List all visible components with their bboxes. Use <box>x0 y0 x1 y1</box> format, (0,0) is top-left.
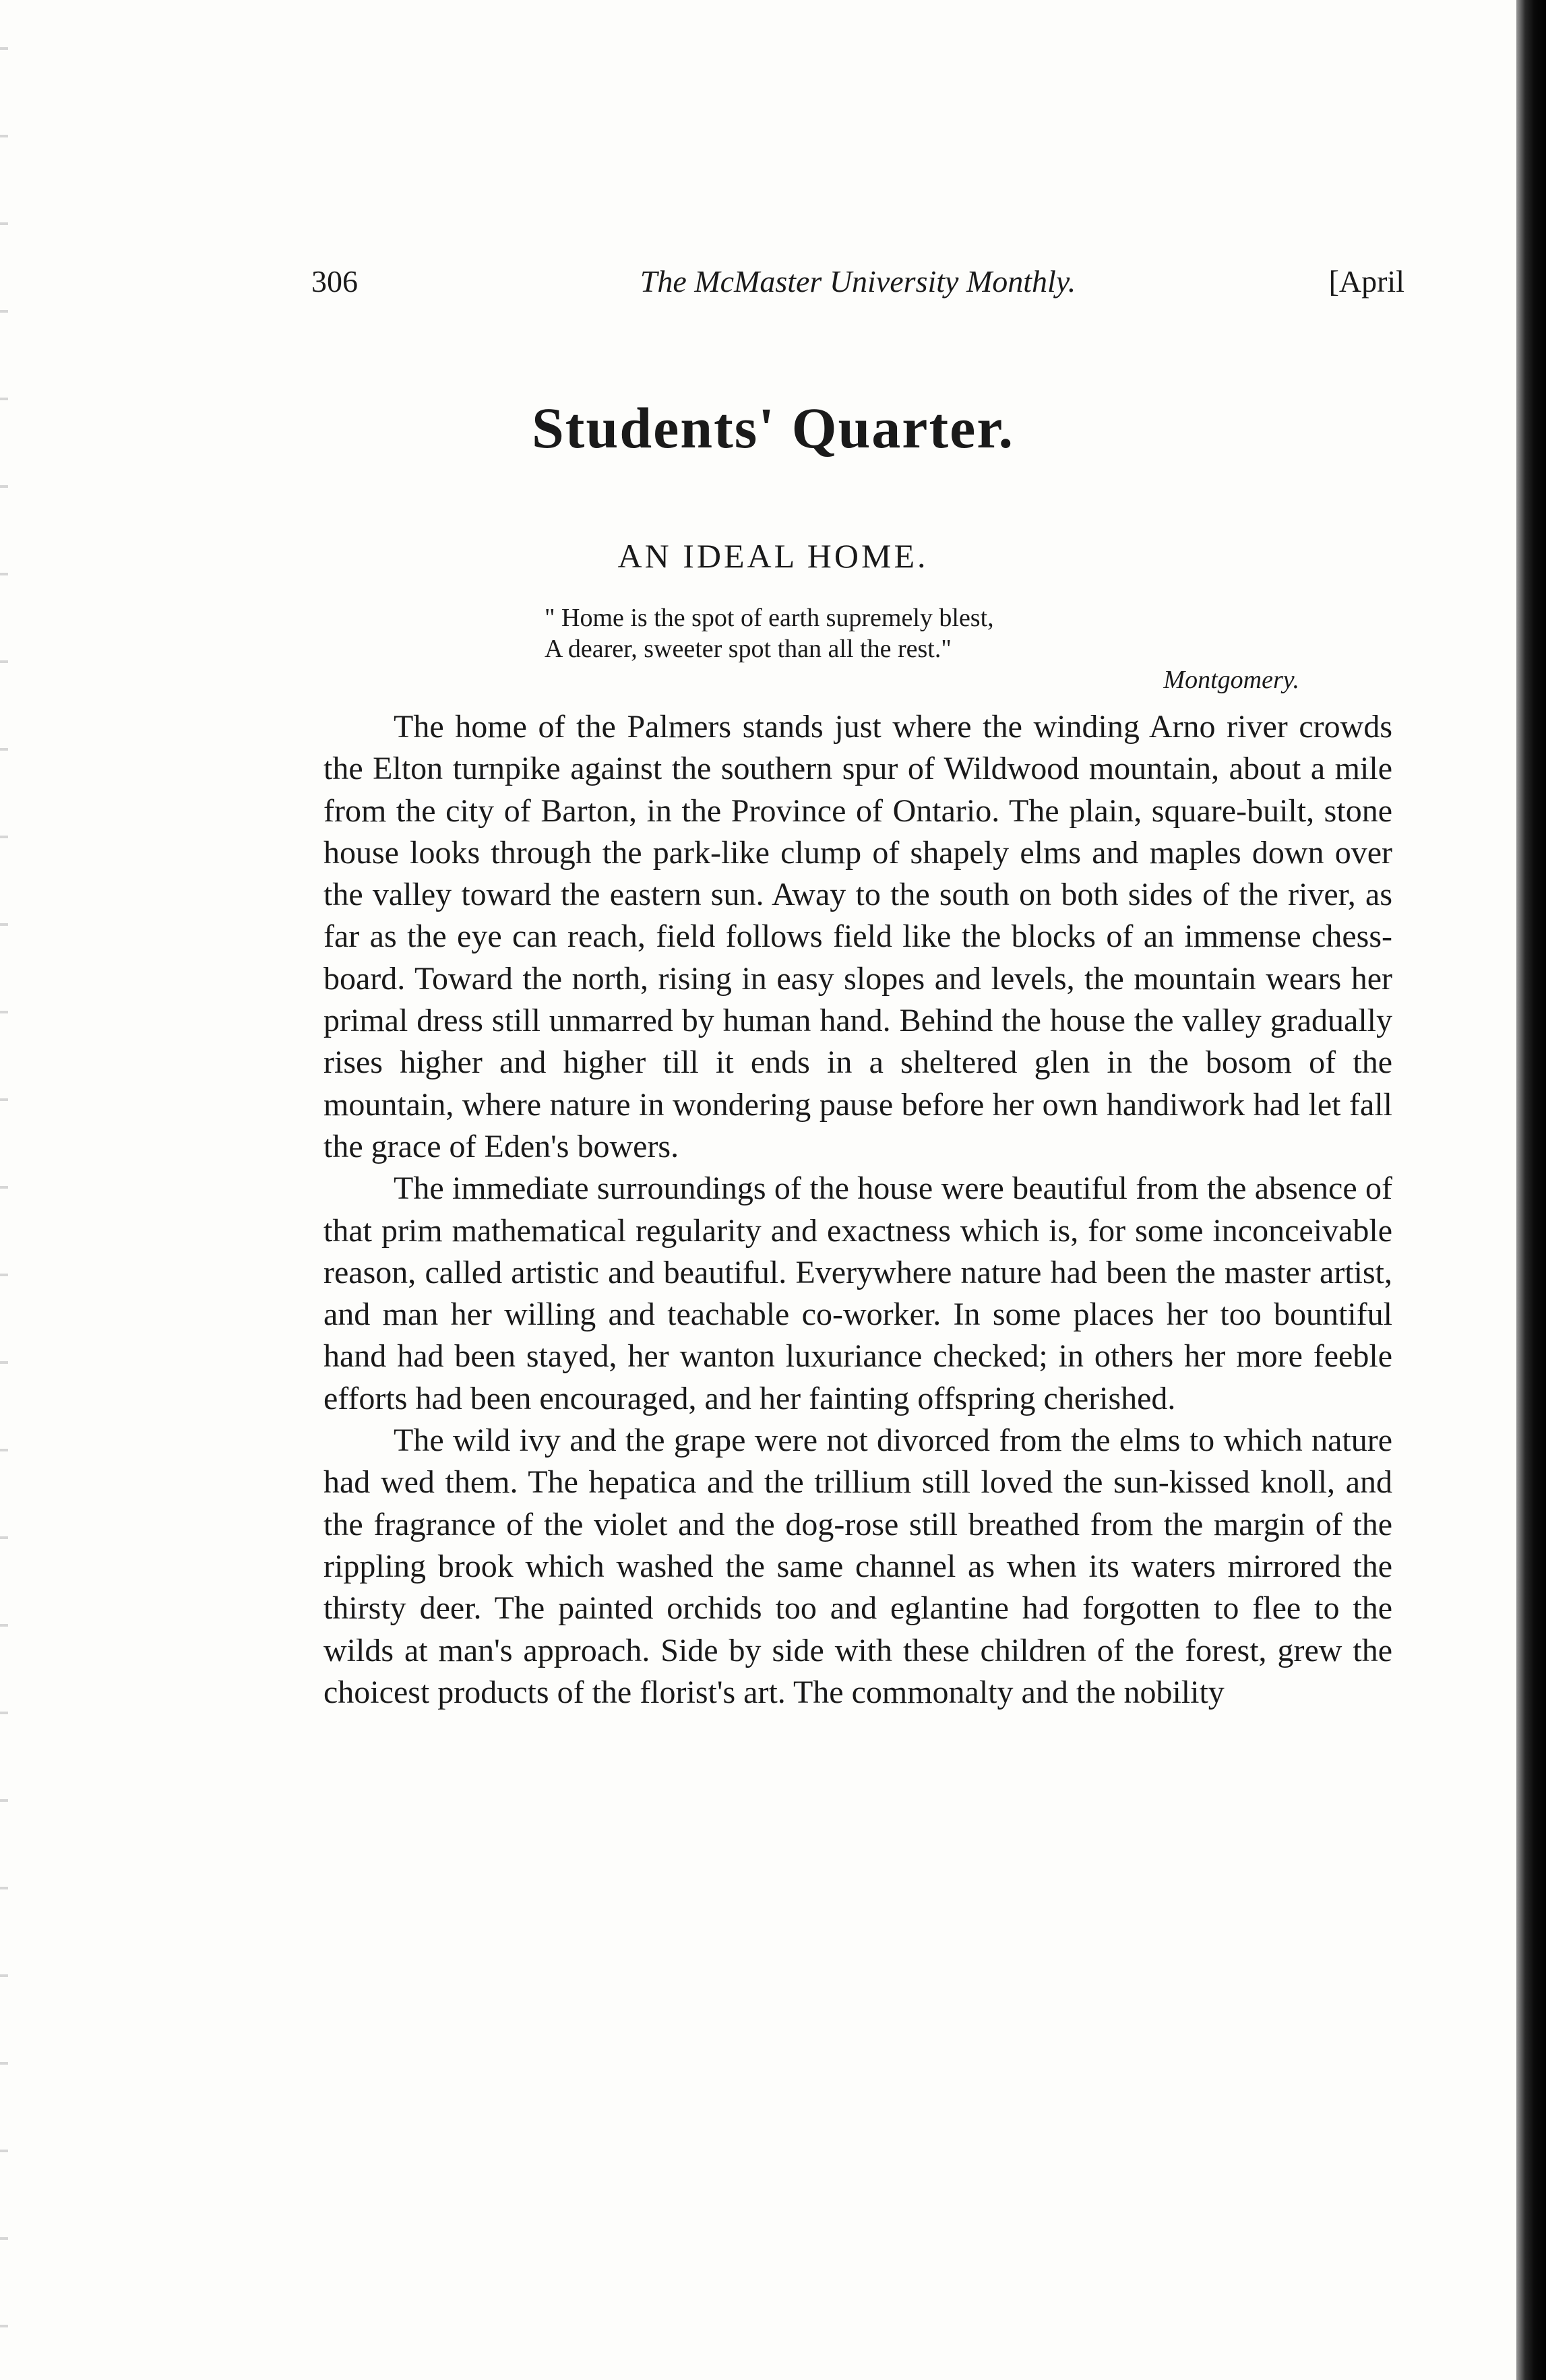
page-number: 306 <box>311 264 358 299</box>
epigraph-attribution: Montgomery. <box>1163 666 1299 694</box>
article-body <box>323 706 1392 1714</box>
issue-month: [April <box>1328 264 1404 299</box>
paragraph: The wild ivy and the grape were not divorced from the elms to which nature had wed them. The hepatica and the trillium still loved the sun-kissed knoll, and the fragrance of the violet and the dog-rose still breathed from the margin of the rippling brook which washed the same channel as when its waters mirrored the thirsty deer. The painted orchids too and eglantine had forgotten to flee to the wilds at man's approach. Side by side with these children of the forest, grew the choicest products of the florist's art. The commonalty and the nobility <box>323 1422 1392 1710</box>
section-title: Students' Quarter. <box>531 396 1015 460</box>
article-title: AN IDEAL HOME. <box>617 537 929 575</box>
scan-binding-edge <box>1516 0 1546 2380</box>
epigraph <box>545 602 1353 695</box>
scan-margin-specks <box>0 0 8 2380</box>
epigraph-line-2: A dearer, sweeter spot than all the rest." <box>545 635 952 663</box>
paragraph: The home of the Palmers stands just where the winding Arno river crowds the Elton turnpike against the southern spur of Wildwood mountain, about a mile from the city of Barton, in the Province of Ontario. The plain, square-built, stone house looks through the park-like clump of shapely elms and maples down over the valley toward the eastern sun. Away to the south on both sides of the river, as far as the eye can reach, field follows field like the blocks of an immense chess-board. Toward the north, rising in easy slopes and levels, the mountain wears her primal dress still unmarred by human hand. Behind the house the valley gradually rises higher and higher till it ends in a sheltered glen in the bosom of the mountain, where nature in wondering pause before her own handiwork had let fall the grace of Eden's bowers. <box>323 709 1392 1164</box>
paragraph: The immediate surroundings of the house were beautiful from the absence of that prim mathematical regularity and exactness which is, for some inconceivable reason, called artistic and beautiful. Everywhere nature had been the master artist, and man her willing and teachable co-worker. In some places her too bountiful hand had been stayed, her wanton luxuriance checked; in others her more feeble efforts had been encouraged, and her fainting offspring cherished. <box>323 1170 1392 1416</box>
epigraph-line-1: " Home is the spot of earth supremely blest, <box>545 604 994 632</box>
journal-title: The McMaster University Monthly. <box>640 264 1076 299</box>
running-head <box>311 255 1404 309</box>
